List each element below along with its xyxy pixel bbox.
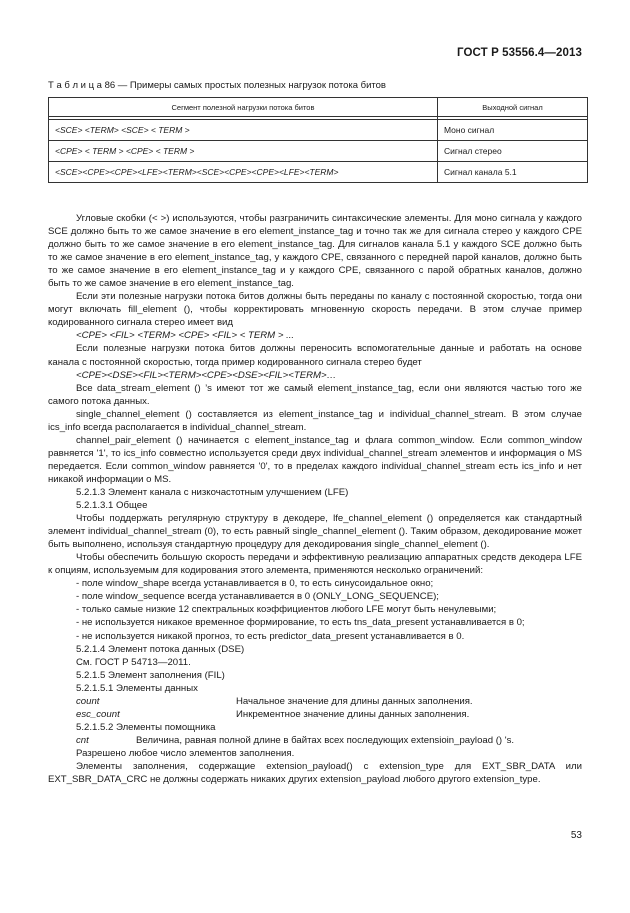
table-row (49, 141, 588, 162)
cell-segment: <SCE><CPE><CPE><LFE><TERM><SCE><CPE><CPE><LFE><TERM> (49, 162, 438, 183)
definition-row (48, 708, 582, 721)
cell-output: Моно сигнал (438, 120, 588, 141)
cell-segment: <CPE> < TERM > <CPE> < TERM > (49, 141, 438, 162)
section-heading: 5.2.1.4 Элемент потока данных (DSE) (76, 643, 245, 655)
section-heading: 5.2.1.5 Элемент заполнения (FIL) (76, 669, 225, 681)
paragraph: Все data_stream_element () ’s имеют тот же самый element_instance_tag, если они являются частью того же самого потока данных. (48, 382, 582, 407)
list-item: - только самые низкие 12 спектральных коэффициентов любого LFE могут быть ненулевыми; (76, 604, 497, 616)
section-heading: 5.2.1.3 Элемент канала с низкочастотным улучшением (LFE) (76, 486, 349, 498)
definition-text: Величина, равная полной длине в байтах всех последующих extensioin_payload () 's. (136, 734, 515, 746)
paragraph: Если полезные нагрузки потока битов должны переносить вспомогательные данные и работать на основе канала с постоянной скоростью, тогда пример кодированного сигнала стерео будет (48, 343, 582, 368)
payload-examples-table (48, 97, 588, 183)
table-header-row (49, 98, 588, 117)
paragraph: Разрешено любое число элементов заполнения. (76, 747, 295, 759)
definition-row (48, 695, 582, 708)
body-text (48, 212, 582, 786)
paragraph: Если эти полезные нагрузки потока битов должны быть переданы по каналу с постоянной скоростью, тогда они могут включать fill_element (), чтобы корректировать мгновенную скорость передачи. В этом случае пример кодированного сигнала стерео имеет вид (48, 291, 582, 329)
page-number: 53 (570, 830, 582, 841)
paragraph: Чтобы поддержать регулярную структуру в декодере, lfe_channel_element () определяется как стандартный элемент individual_channel_stream (0), то есть равный single_channel_element (). Таким образом, декодирование может быть выполнено, используя стандартную процедуру для декодирования single_channel_element (). (48, 513, 582, 551)
cell-segment: <SCE> <TERM> <SCE> < TERM > (49, 120, 438, 141)
col-header-output: Выходной сигнал (438, 98, 588, 117)
definition-text: Начальное значение для длины данных заполнения. (236, 695, 473, 707)
definition-term: count (76, 695, 100, 707)
reference: См. ГОСТ Р 54713—2011. (76, 656, 191, 668)
table-caption: Т а б л и ц а 86 — Примеры самых простых полезных нагрузок потока битов (48, 80, 386, 91)
paragraph: channel_pair_element () начинается с element_instance_tag и флага common_window. Если common_window равняется '1', то ics_info совместно используется среди двух individual_channel_stream элементов и информация о MS передается. Если common_window равняется '0', то в пределах каждого individual_channel_stream есть ics_info и нет никакой информации о MS. (48, 434, 582, 485)
cell-output: Сигнал канала 5.1 (438, 162, 588, 183)
paragraph: Чтобы обеспечить большую скорость передачи и эффективную реализацию аппаратных средств декодера LFE к опциям, используемым для кодирования этого элемента, применяются несколько ограничений: (48, 552, 582, 577)
code-example: <CPE> <FIL> <TERM> <CPE> <FIL> < TERM > ... (76, 330, 295, 342)
table-row (49, 120, 588, 141)
list-item: - не используется никакой прогноз, то есть predictor_data_present устанавливается в 0. (76, 630, 465, 642)
document-code: ГОСТ Р 53556.4—2013 (457, 47, 582, 59)
section-heading: 5.2.1.3.1 Общее (76, 500, 148, 512)
section-heading: 5.2.1.5.1 Элементы данных (76, 682, 198, 694)
paragraph: Элементы заполнения, содержащие extension_payload() с extension_type для EXT_SBR_DATA или EXT_SBR_DATA_CRC не должны содержать никаких других extension_payload любого другого extension_type. (48, 760, 582, 786)
definition-term: cnt (76, 734, 89, 746)
paragraph: Угловые скобки (< >) используются, чтобы разграничить синтаксические элементы. Для моно сигнала у каждого SCE должно быть то же самое значение в его element_instance_tag и точно так же для сигнала стерео у каждого CPE должно быть то же самое значение в его element_instance_tag. Для сигналов канала 5.1 у каждого SCE должно быть то же самое значение в его element_instance_tag, у каждого CPE, связанного с передней парой каналов, должно быть то же самое значение в его element_instance_tag и у каждого CPE, связанного с парой обратных каналов, должно быть то же самое значение в его element_instance_tag. (48, 213, 582, 290)
definition-term: esc_count (76, 708, 120, 720)
cell-output: Сигнал стерео (438, 141, 588, 162)
list-item: - не используется никакое временное формирование, то есть tns_data_present устанавливается в 0; (76, 617, 525, 629)
definition-row (48, 734, 582, 747)
paragraph: single_channel_element () составляется из element_instance_tag и individual_channel_stream. В этом случае ics_info всегда располагается в individual_channel_stream. (48, 408, 582, 433)
code-example: <CPE><DSE><FIL><TERM><CPE><DSE><FIL><TERM>… (76, 369, 337, 381)
list-item: - поле window_shape всегда устанавливается в 0, то есть синусоидальное окно; (76, 578, 434, 590)
section-heading: 5.2.1.5.2 Элементы помощника (76, 721, 216, 733)
table-row (49, 162, 588, 183)
definition-text: Инкрементное значение длины данных заполнения. (236, 708, 470, 720)
list-item: - поле window_sequence всегда устанавливается в 0 (ONLY_LONG_SEQUENCE); (76, 591, 439, 603)
col-header-segment: Сегмент полезной нагрузки потока битов (49, 98, 438, 117)
